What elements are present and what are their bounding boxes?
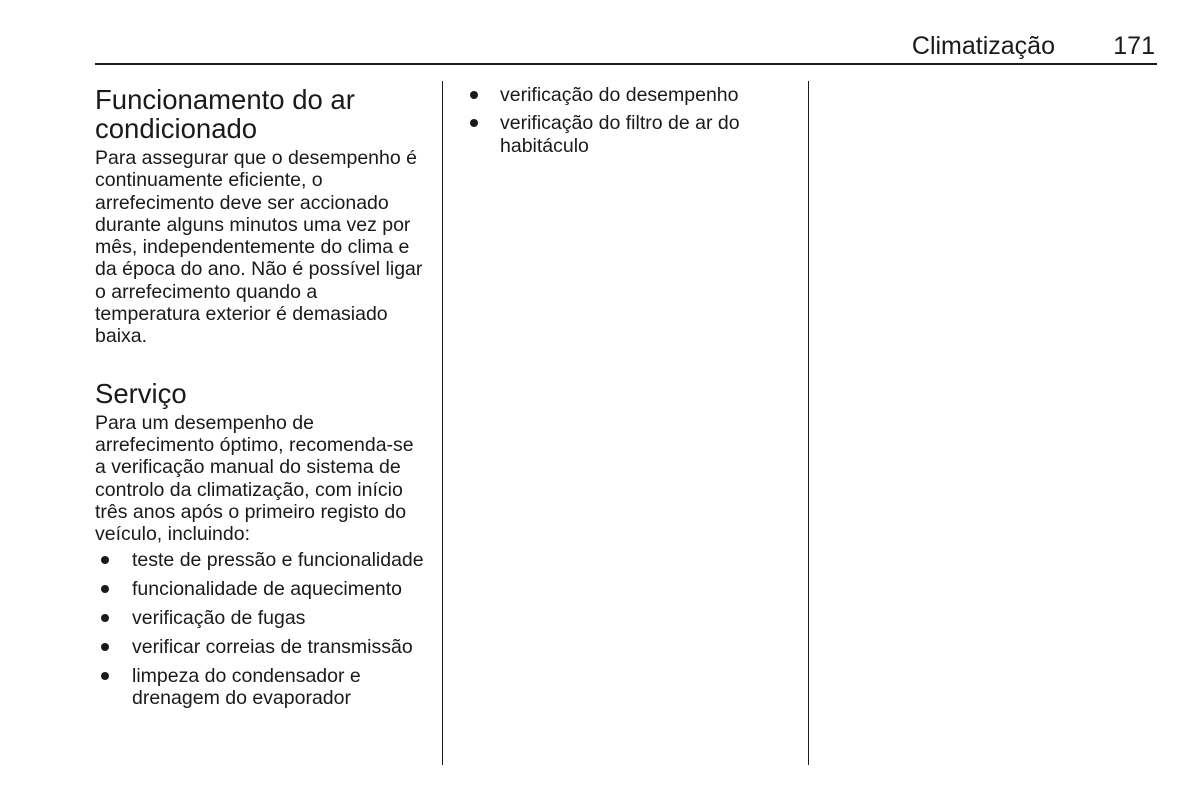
bullet-icon [101, 672, 109, 680]
list-item [95, 549, 425, 571]
header-divider [95, 63, 1157, 65]
list-item [95, 665, 425, 710]
list-item [95, 636, 425, 658]
list-item-text: verificação do filtro de ar do habitáculo [500, 112, 740, 157]
list-item-text: verificação do desempenho [500, 84, 739, 106]
list-item [467, 112, 767, 157]
service-checklist-continued [467, 84, 767, 157]
list-item-text: teste de pressão e funcionalidade [132, 549, 424, 572]
list-item [95, 607, 425, 629]
list-item-text: verificar correias de transmissão [132, 635, 413, 658]
bullet-icon [101, 585, 109, 593]
list-item [467, 84, 767, 106]
section-heading-ac-operation: Funcionamento do ar condicionado [95, 84, 355, 144]
list-item [95, 578, 425, 600]
section-body-ac-operation: Para assegurar que o desempenho é continuamente eficiente, o arrefecimento deve ser accionado durante alguns minutos uma vez por mês, independentemente do clima e da época do ano. Não é possível ligar o arrefecimento quando a temperatura exterior é demasiado baixa. [95, 147, 423, 348]
list-item-text: funcionalidade de aquecimento [132, 578, 402, 601]
column-middle [467, 84, 767, 163]
section-body-service: Para um desempenho de arrefecimento óptimo, recomenda-se a verificação manual do sistema de controlo da climatização, com início três anos após o primeiro registo do veículo, incluindo: [95, 411, 414, 546]
column-left [95, 85, 425, 716]
bullet-icon [470, 119, 478, 127]
bullet-icon [101, 643, 109, 651]
bullet-icon [101, 614, 109, 622]
service-checklist [95, 549, 425, 709]
bullet-icon [101, 556, 109, 564]
bullet-icon [470, 91, 478, 99]
column-divider-left [442, 81, 443, 765]
column-divider-right [808, 81, 809, 765]
page-number: 171 [1113, 32, 1155, 60]
list-item-text: verificação de fugas [132, 607, 306, 630]
section-heading-service: Serviço [95, 377, 187, 409]
running-header-title: Climatização [911, 32, 1055, 60]
list-item-text: limpeza do condensador e drenagem do evaporador [132, 664, 361, 709]
